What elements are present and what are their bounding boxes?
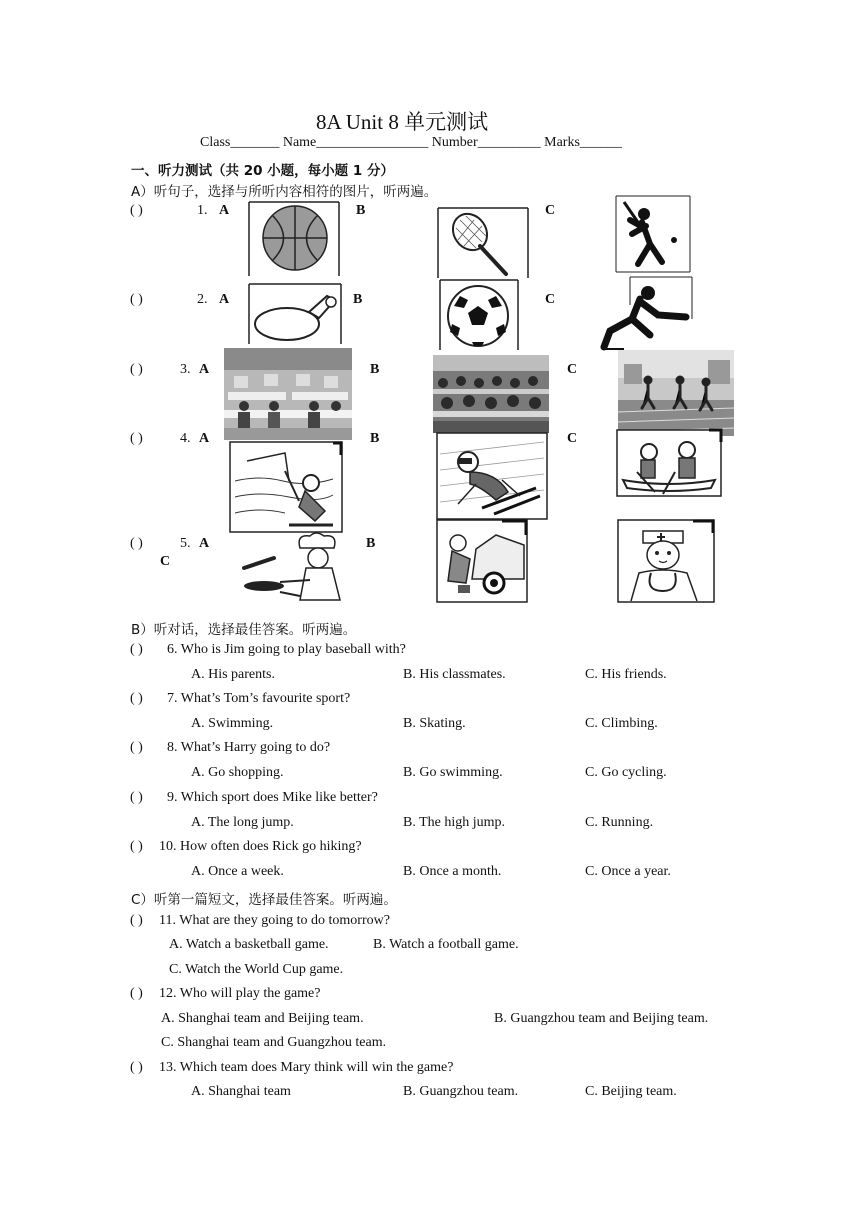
answer-bracket[interactable]: ( ) (130, 642, 143, 657)
answer-bracket[interactable]: ( ) (130, 986, 143, 1001)
question-number: 4. (180, 431, 191, 446)
baseball-player-icon (614, 194, 692, 274)
option-b-label: B (370, 362, 380, 377)
option-a-label: A (219, 292, 230, 307)
option-a: A. Swimming. (191, 716, 274, 731)
option-c: C. Go cycling. (585, 765, 667, 780)
basketball-icon (247, 200, 341, 278)
answer-bracket[interactable]: ( ) (130, 431, 143, 446)
part-c-instruction: C）听第一篇短文，选择最佳答案。听两遍。 (131, 892, 397, 908)
page-title: 8A Unit 8 单元测试 (316, 110, 489, 134)
part-a-instruction: A）听句子，选择与所听内容相符的图片，听两遍。 (131, 184, 438, 200)
option-a-label: A (219, 203, 230, 218)
option-b-label: B (366, 536, 376, 551)
option-c: C. Running. (585, 815, 654, 830)
fishing-drawing (229, 441, 343, 533)
computer-room-photo (224, 348, 352, 440)
option-a-label: A (199, 362, 210, 377)
question-text: 10. How often does Rick go hiking? (159, 839, 362, 854)
question-text: 12. Who will play the game? (159, 986, 321, 1001)
section-1-heading: 一、听力测试（共 20 小题，每小题 1 分） (131, 163, 394, 179)
soccer-ball-icon (438, 278, 520, 352)
question-text: 7. What’s Tom’s favourite sport? (167, 691, 351, 706)
question-text: 11. What are they going to do tomorrow? (159, 913, 390, 928)
answer-bracket[interactable]: ( ) (130, 362, 143, 377)
option-a-label: A (199, 536, 210, 551)
question-number: 3. (180, 362, 191, 377)
classroom-photo (433, 355, 549, 433)
option-b-label: B (353, 292, 363, 307)
option-c: C. Once a year. (585, 864, 671, 879)
option-c-label: C (567, 431, 578, 446)
mechanic-drawing (436, 519, 528, 603)
answer-bracket[interactable]: ( ) (130, 913, 143, 928)
option-b-label: B (356, 203, 366, 218)
question-text: 9. Which sport does Mike like better? (167, 790, 378, 805)
running-track-photo (618, 350, 734, 436)
option-c: C. Watch the World Cup game. (169, 962, 344, 977)
option-c-label: C (160, 554, 171, 569)
answer-bracket[interactable]: ( ) (130, 203, 143, 218)
option-a: A. Shanghai team and Beijing team. (161, 1011, 364, 1026)
question-text: 13. Which team does Mary think will win the game? (159, 1060, 454, 1075)
option-a: A. Go shopping. (191, 765, 284, 780)
option-b: B. Once a month. (403, 864, 502, 879)
option-a: A. Shanghai team (191, 1084, 291, 1099)
skiing-drawing (436, 432, 548, 520)
doctor-drawing (617, 519, 715, 603)
option-b: B. Guangzhou team. (403, 1084, 519, 1099)
option-a: A. His parents. (191, 667, 275, 682)
part-b-instruction: B）听对话，选择最佳答案。听两遍。 (131, 622, 357, 638)
answer-bracket[interactable]: ( ) (130, 1060, 143, 1075)
option-b: B. Skating. (403, 716, 466, 731)
option-b: B. Guangzhou team and Beijing team. (494, 1011, 709, 1026)
answer-bracket[interactable]: ( ) (130, 536, 143, 551)
fencing-icon (600, 275, 694, 353)
option-a-label: A (199, 431, 210, 446)
option-c-label: C (545, 203, 556, 218)
option-a: A. Once a week. (191, 864, 284, 879)
question-text: 6. Who is Jim going to play baseball with? (167, 642, 406, 657)
option-a: A. Watch a basketball game. (169, 937, 329, 952)
answer-bracket[interactable]: ( ) (130, 790, 143, 805)
question-number: 2. (197, 292, 208, 307)
answer-bracket[interactable]: ( ) (130, 839, 143, 854)
option-a: A. The long jump. (191, 815, 294, 830)
question-number: 5. (180, 536, 191, 551)
option-c: C. Beijing team. (585, 1084, 677, 1099)
option-c: C. Climbing. (585, 716, 658, 731)
option-b-label: B (370, 431, 380, 446)
answer-bracket[interactable]: ( ) (130, 292, 143, 307)
option-c: C. Shanghai team and Guangzhou team. (161, 1035, 387, 1050)
option-c: C. His friends. (585, 667, 667, 682)
option-c-label: C (567, 362, 578, 377)
option-c-label: C (545, 292, 556, 307)
answer-bracket[interactable]: ( ) (130, 691, 143, 706)
answer-bracket[interactable]: ( ) (130, 740, 143, 755)
rowing-drawing (615, 428, 723, 498)
option-b: B. His classmates. (403, 667, 506, 682)
cook-drawing (240, 530, 350, 602)
option-b: B. Watch a football game. (373, 937, 519, 952)
tennis-racket-icon (436, 206, 530, 280)
student-info-line: Class_______ Name________________ Number_________ Marks______ (200, 135, 622, 150)
ping-pong-paddle-icon (247, 282, 343, 346)
question-text: 8. What’s Harry going to do? (167, 740, 331, 755)
option-b: B. The high jump. (403, 815, 506, 830)
question-number: 1. (197, 203, 208, 218)
option-b: B. Go swimming. (403, 765, 503, 780)
